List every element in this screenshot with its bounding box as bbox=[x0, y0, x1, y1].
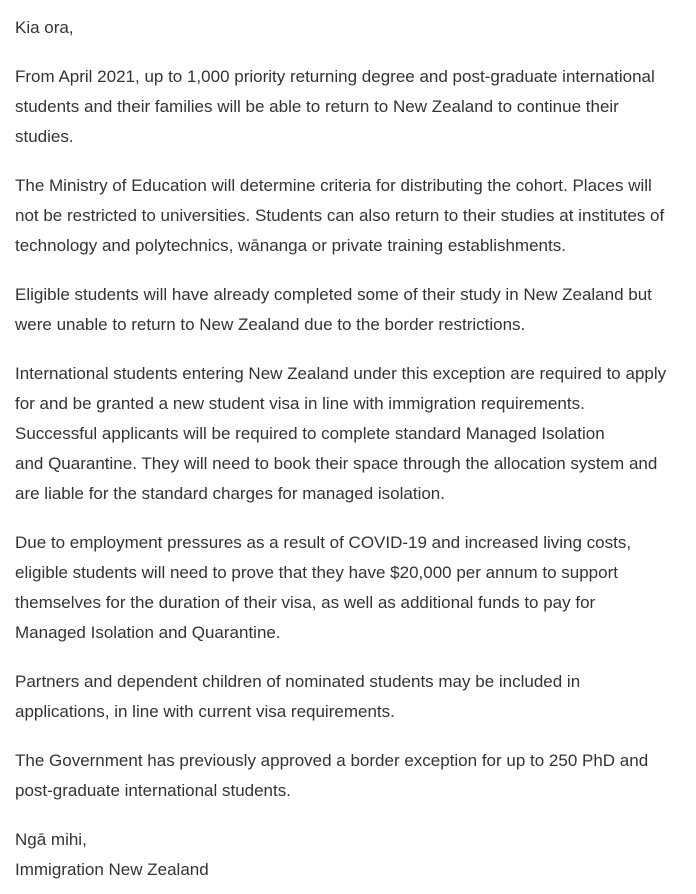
greeting: Kia ora, bbox=[15, 18, 74, 37]
paragraph-2: The Ministry of Education will determine criteria for distributing the cohort. Places will not be restricted to universities. Students can also return to their studies at institutes of technology and polytechnics, wānanga or private training establishments. bbox=[15, 176, 665, 255]
paragraph-3: Eligible students will have already completed some of their study in New Zealand but were unable to return to New Zealand due to the border restrictions. bbox=[15, 285, 652, 334]
paragraph-4: International students entering New Zealand under this exception are required to apply for and be granted a new student visa in line with immigration requirements. Successful applicants will be required to complete standard Managed Isolation and Quarantine. They will need to book their space through the allocation system and are liable for the standard charges for managed isolation. bbox=[15, 364, 667, 503]
paragraph-1: From April 2021, up to 1,000 priority returning degree and post-graduate international students and their families will be able to return to New Zealand to continue their studies. bbox=[15, 67, 655, 146]
paragraph-5: Due to employment pressures as a result of COVID-19 and increased living costs, eligible students will need to prove that they have $20,000 per annum to support themselves for the duration of their visa, as well as additional funds to pay for Managed Isolation and Quarantine. bbox=[15, 533, 632, 642]
closing: Ngā mihi, bbox=[15, 830, 87, 849]
paragraph-6: Partners and dependent children of nominated students may be included in applications, in line with current visa requirements. bbox=[15, 672, 581, 721]
signature: Immigration New Zealand bbox=[15, 860, 209, 879]
paragraph-7: The Government has previously approved a border exception for up to 250 PhD and post-graduate international students. bbox=[15, 751, 649, 800]
letter-body bbox=[15, 13, 691, 885]
